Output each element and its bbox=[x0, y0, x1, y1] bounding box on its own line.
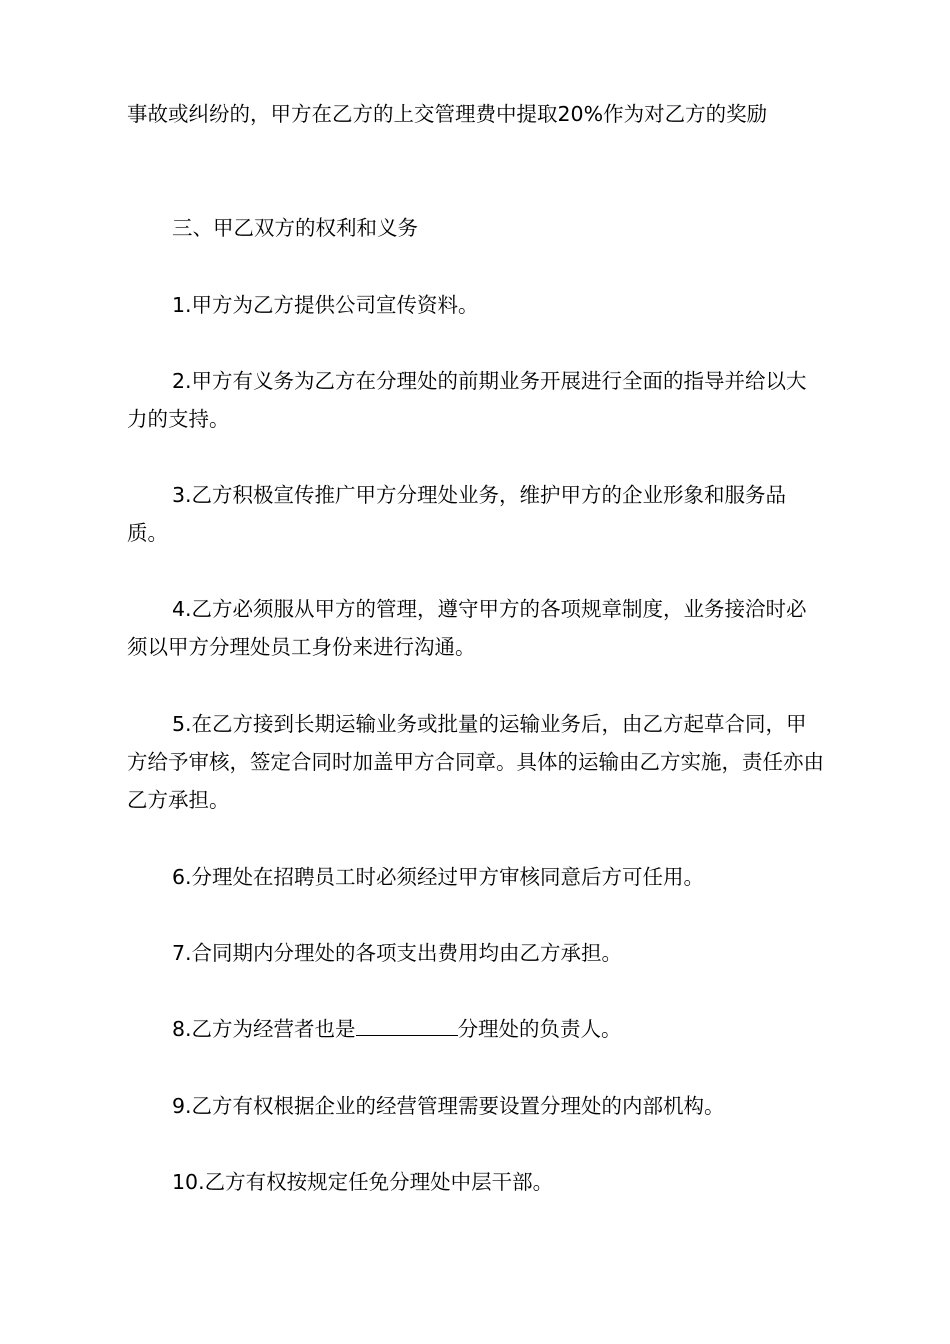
clause-4: 4.乙方必须服从甲方的管理，遵守甲方的各项规章制度，业务接洽时必须以甲方分理处员工身份来进行沟通。 bbox=[127, 597, 807, 659]
clause-6: 6.分理处在招聘员工时必须经过甲方审核同意后方可任用。 bbox=[172, 865, 705, 889]
clause-8-after-blank: 分理处的负责人。 bbox=[457, 1017, 622, 1041]
clause-7: 7.合同期内分理处的各项支出费用均由乙方承担。 bbox=[172, 941, 623, 965]
fill-in-blank-line bbox=[356, 1017, 458, 1036]
clause-8-before-blank: 8.乙方为经营者也是 bbox=[172, 1017, 356, 1041]
clause-8 bbox=[127, 1010, 827, 1048]
paragraph-continuation: 事故或纠纷的，甲方在乙方的上交管理费中提取20%作为对乙方的奖励 bbox=[127, 102, 768, 126]
clause-9: 9.乙方有权根据企业的经营管理需要设置分理处的内部机构。 bbox=[172, 1094, 725, 1118]
section-heading: 三、甲乙双方的权利和义务 bbox=[172, 216, 418, 240]
clause-2: 2.甲方有义务为乙方在分理处的前期业务开展进行全面的指导并给以大力的支持。 bbox=[127, 369, 807, 431]
clause-3: 3.乙方积极宣传推广甲方分理处业务，维护甲方的企业形象和服务品质。 bbox=[127, 483, 787, 545]
clause-10: 10.乙方有权按规定任免分理处中层干部。 bbox=[172, 1170, 554, 1194]
clause-1: 1.甲方为乙方提供公司宣传资料。 bbox=[172, 293, 479, 317]
clause-5: 5.在乙方接到长期运输业务或批量的运输业务后，由乙方起草合同，甲方给予审核，签定合同时加盖甲方合同章。具体的运输由乙方实施，责任亦由乙方承担。 bbox=[127, 712, 824, 812]
